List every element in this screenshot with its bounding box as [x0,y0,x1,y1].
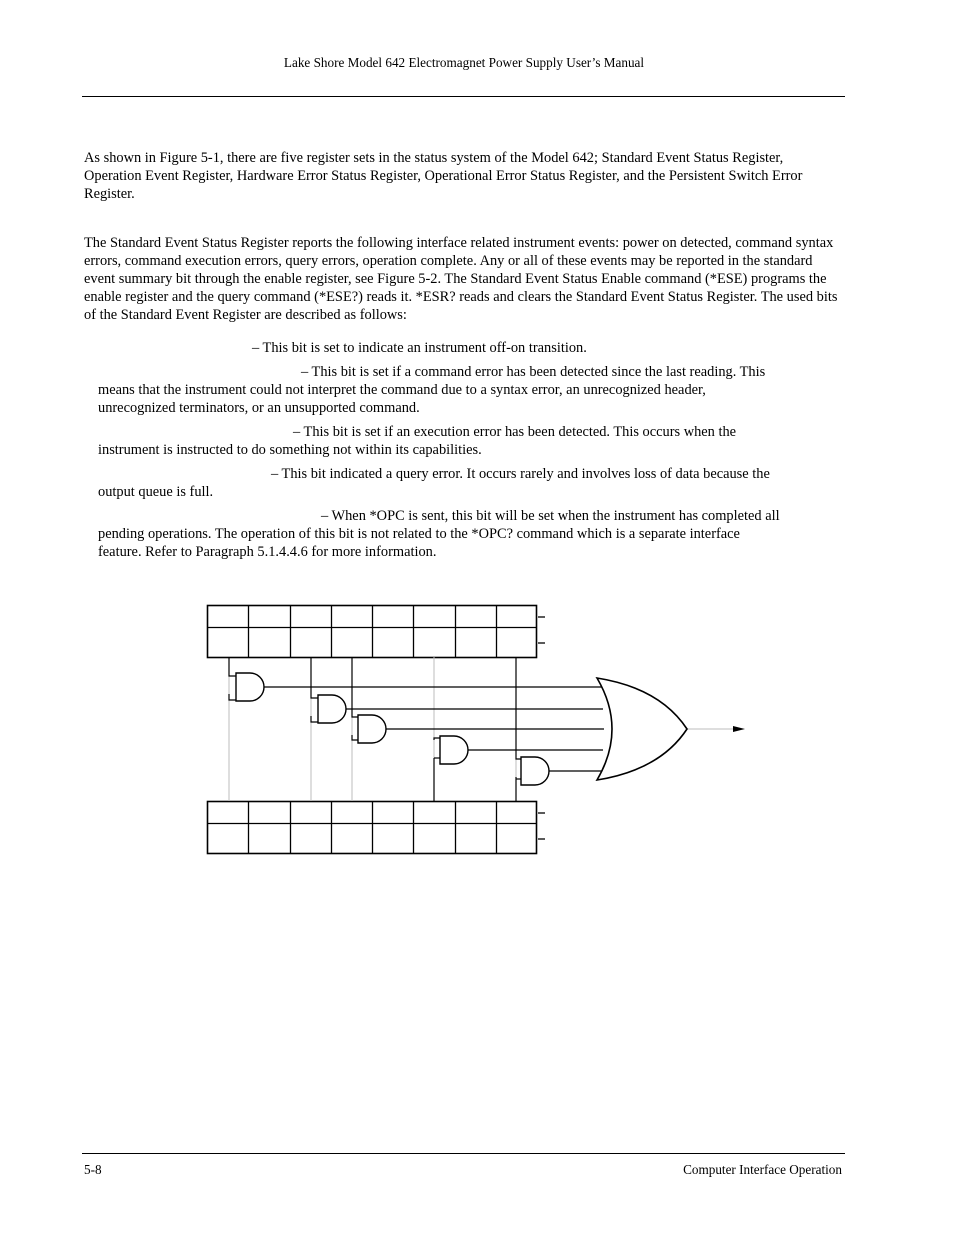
running-header: Lake Shore Model 642 Electromagnet Power Supply User’s Manual [283,55,645,70]
item-line: pending operations. The operation of this bit is not related to the *OPC? command which is a separate interface [98,526,740,542]
section-title: Computer Interface Operation [683,1162,842,1177]
page-number: 5-8 [84,1162,102,1177]
item-line: means that the instrument could not interpret the command due to a syntax error, an unrecognized header, [98,382,706,398]
item-line: – When *OPC is sent, this bit will be set when the instrument has completed all [321,508,780,524]
and-gate-1 [236,673,264,701]
footer-rule [82,1153,845,1154]
and-gate-3 [358,715,386,743]
item-line: – This bit is set if a command error has been detected since the last reading. This [301,364,766,380]
and-gate-2 [318,695,346,723]
item-line: – This bit is set to indicate an instrument off-on transition. [252,340,587,356]
or-gate [597,678,687,780]
item-line: instrument is instructed to do something not within its capabilities. [98,442,482,458]
event-register [208,606,546,658]
ses-paragraph: The Standard Event Status Register reports the following interface related instrument events: power on detected, command syntax errors, command execution errors, query errors, operation complete. Any or all of these events may be reported in the standard event summary bit through the enable register, see Figure 5-2. The Standard Event Status Enable command (*ESE) programs the enable register and the query command (*ESE?) reads it. *ESR? reads and clears the Standard Event Status Register. The used bits of the Standard Event Register are described as follows: [84,235,838,323]
and-gate-4 [440,736,468,764]
item-line: output queue is full. [98,484,214,500]
item-line: – This bit indicated a query error. It occurs rarely and involves loss of data because the [271,466,770,482]
item-line: feature. Refer to Paragraph 5.1.4.4.6 for more information. [98,544,437,560]
and-gate-5 [521,757,549,785]
enable-register [208,802,546,854]
intro-paragraph: As shown in Figure 5-1, there are five register sets in the status system of the Model 642; Standard Event Status Register, Operation Event Register, Hardware Error Status Register, Operational Error Status Register, and the Persistent Switch Error Register. [84,150,803,202]
item-line: unrecognized terminators, or an unsupported command. [98,400,420,416]
summary-output-arrow-icon [733,726,745,732]
item-line: – This bit is set if an execution error has been detected. This occurs when the [293,424,737,440]
